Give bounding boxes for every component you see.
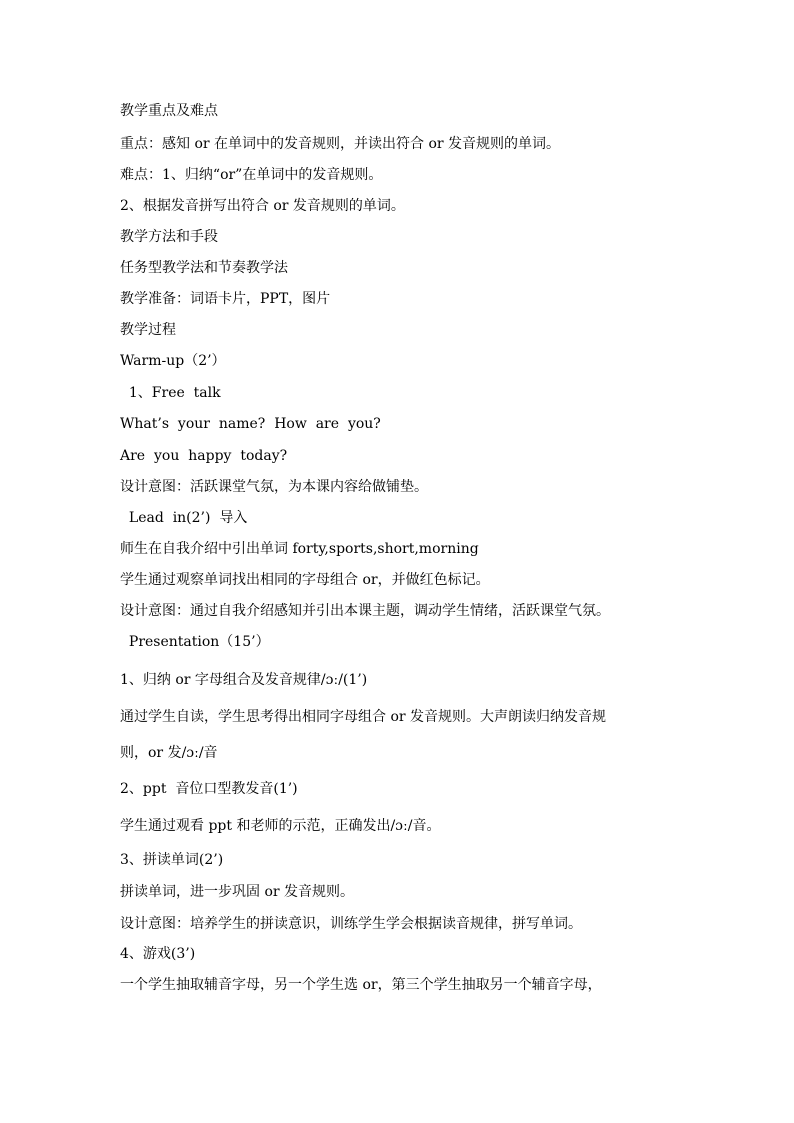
- text-line-design-intent-3: 设计意图：培养学生的拼读意识，训练学生学会根据读音规律，拼写单词。: [120, 916, 582, 932]
- text-line-design-intent-1: 设计意图：活跃课堂气氛，为本课内容给做铺垫。: [120, 479, 428, 495]
- text-line-free-talk: 1、Free talk: [120, 385, 221, 401]
- text-line-presentation: Presentation（15’）: [120, 634, 270, 650]
- text-line-step-3-desc: 拼读单词，进一步巩固 or 发音规则。: [120, 884, 355, 900]
- text-line-dialogue-2: Are you happy today?: [120, 448, 288, 464]
- text-line-step-3: 3、拼读单词(2’): [120, 852, 224, 868]
- text-line-step-1-desc-b: 则，or 发/ɔː/音: [120, 745, 218, 761]
- section-heading-methods: 教学方法和手段: [120, 229, 218, 245]
- text-line-design-intent-2: 设计意图：通过自我介绍感知并引出本课主题，调动学生情绪，活跃课堂气氛。: [120, 603, 610, 619]
- text-line-step-4: 4、游戏(3’): [120, 946, 196, 962]
- text-line-step-4-desc: 一个学生抽取辅音字母，另一个学生选 or，第三个学生抽取另一个辅音字母，: [120, 977, 602, 993]
- text-line-lead-in: Lead in(2’) 导入: [120, 510, 248, 526]
- text-line-step-2: 2、ppt 音位口型教发音(1’): [120, 781, 298, 797]
- section-heading-process: 教学过程: [120, 322, 176, 338]
- text-line-difficulty-1: 难点：1、归纳“or”在单词中的发音规则。: [120, 167, 383, 183]
- text-line-step-1-desc-a: 通过学生自读，学生思考得出相同字母组合 or 发音规则。大声朗读归纳发音规: [120, 709, 607, 725]
- text-line-step-2-desc: 学生通过观看 ppt 和老师的示范，正确发出/ɔː/音。: [120, 818, 441, 834]
- text-line-warm-up: Warm-up（2’）: [120, 353, 226, 369]
- text-line-dialogue-1: What’s your name? How are you?: [120, 416, 381, 432]
- text-line-lead-in-words: 师生在自我介绍中引出单词 forty,sports,short,morning: [120, 541, 479, 557]
- text-line-methods: 任务型教学法和节奏教学法: [120, 260, 288, 276]
- section-heading-key-points: 教学重点及难点: [120, 103, 218, 119]
- text-line-difficulty-2: 2、根据发音拼写出符合 or 发音规则的单词。: [120, 198, 405, 214]
- text-line-step-1: 1、归纳 or 字母组合及发音规律/ɔː/(1’): [120, 672, 368, 688]
- text-line-key-point: 重点：感知 or 在单词中的发音规则，并读出符合 or 发音规则的单词。: [120, 136, 561, 152]
- text-line-preparation: 教学准备：词语卡片，PPT，图片: [120, 291, 331, 307]
- text-line-observe: 学生通过观察单词找出相同的字母组合 or，并做红色标记。: [120, 572, 490, 588]
